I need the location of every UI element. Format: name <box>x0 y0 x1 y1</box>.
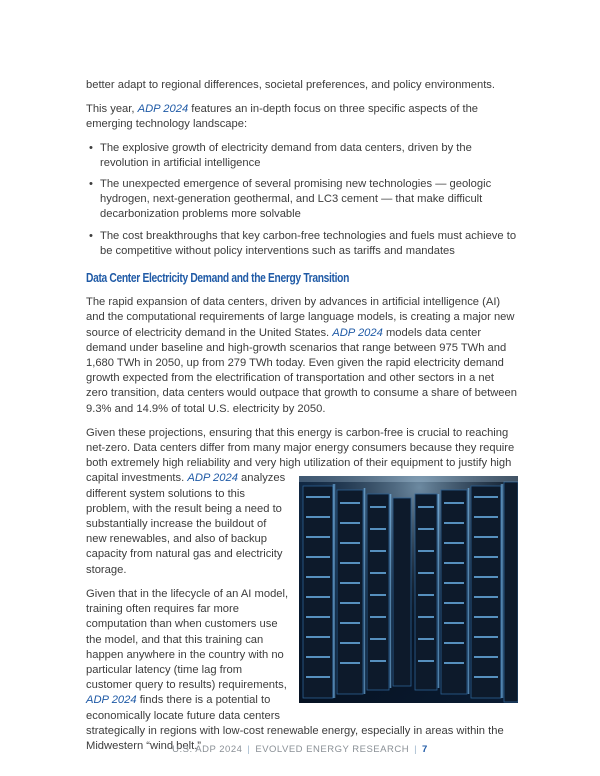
p1-emphasis: ADP 2024 <box>332 326 383 339</box>
lead-emphasis: ADP 2024 <box>137 103 189 116</box>
paragraph-projections <box>86 426 518 578</box>
list-item: • The unexpected emergence of several promising new technologies — geologic hydrogen, next-generation geothermal, and LC3 cement — that make difficult decarbonization problems more solvable <box>86 177 518 223</box>
lead-paragraph <box>86 102 518 132</box>
p3-emphasis: ADP 2024 <box>86 694 137 707</box>
footer-separator: | <box>414 744 418 755</box>
p3-text-b: finds there is a potential to economically locate future data centers strategically in regions with low-cost renewable energy, especially in areas within the Midwestern “wind belt.” <box>86 694 504 752</box>
lead-text-post: features an in-depth focus on three specific aspects of the emerging technology landscape: <box>86 103 479 131</box>
paragraph-demand <box>86 295 518 417</box>
page-body <box>86 78 518 763</box>
focus-list <box>86 141 518 259</box>
list-item: • The explosive growth of electricity demand from data centers, driven by the revolution in artificial intelligence <box>86 141 518 171</box>
p1-text-b: models data center demand under baseline and high-growth scenarios that range between 975 TWh and 1,680 TWh in 2050, up from 279 TWh today. Even given the rapid electricity demand growth expected from the electrification of transportation and other sectors in a net zero transition, data centers would outpace that growth to consume a share of between 9.3% and 14.9% of total U.S. electricity by 2050. <box>86 326 517 415</box>
footer-publisher: EVOLVED ENERGY RESEARCH <box>255 744 410 755</box>
p2-emphasis: ADP 2024 <box>187 472 238 485</box>
p2-text-a: Given these projections, ensuring that this energy is carbon-free is crucial to reaching net-zero. Data centers differ from many major energy consumers because they require both extremely high reliability and very high utilization of their equipment to justify high capital investments. <box>86 426 515 485</box>
p3-text-a: Given that in the lifecycle of an AI model, training often requires far more computation than when customers use the model, and that this training can happen anywhere in the country with no particular latency (time lag from customer query to results) requirements, <box>86 587 289 692</box>
server-racks-image <box>299 476 518 703</box>
footer-report-name: U.S. ADP 2024 <box>172 744 243 755</box>
page-number: 7 <box>422 744 428 755</box>
section-heading: Data Center Electricity Demand and the Energy Transition <box>86 271 350 286</box>
footer-separator: | <box>247 744 251 755</box>
p1-text-a: The rapid expansion of data centers, driven by advances in artificial intelligence (AI) and the computational requirements of large language models, is creating a major new source of electricity demand in the United States. <box>86 296 515 339</box>
server-racks-illustration <box>299 476 518 703</box>
intro-paragraph: better adapt to regional differences, societal preferences, and policy environments. <box>86 79 495 91</box>
lead-text-pre: This year, <box>86 103 138 116</box>
list-item: • The cost breakthroughs that key carbon-free technologies and fuels must achieve to be competitive without policy interventions such as tariffs and mandates <box>86 229 518 259</box>
p2-text-b: analyzes different system solutions to this problem, with the result being a need to substantially increase the buildout of new renewables, and also of backup capacity from natural gas and electricity storage. <box>86 472 286 576</box>
page-footer <box>0 744 600 755</box>
